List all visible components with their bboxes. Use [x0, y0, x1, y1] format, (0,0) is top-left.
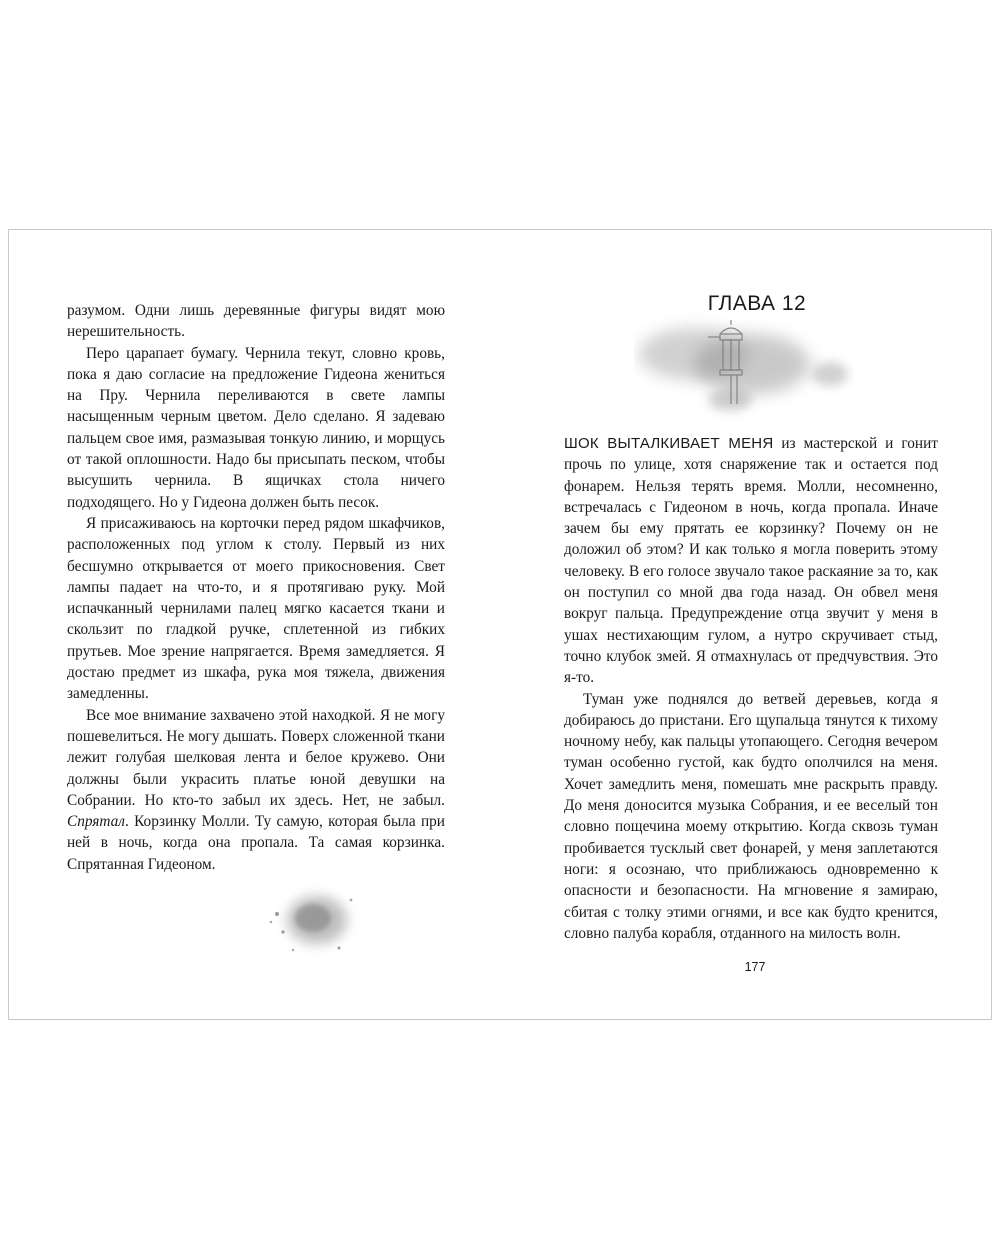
right-page-body — [564, 433, 938, 944]
paragraph-text: из мастерской и гонит прочь по улице, хотя снаряжение так и остается под фонарем. Нельзя терять время. Молли, несомненно, встречалась с Гидеоном в ночь, когда пропала. Иначе зачем бы ему прятать ее корзинку? Почему он не доложил об этом? И как только я могла поверить этому человеку. В его голосе звучало такое раскаяние за то, как он поступил со мной два года назад. Он обвел меня вокруг пальца. Предупреждение отца звучит у меня в ушах нестихающим гулом, а нутро скручивает стыд, точно клубок змей. Я отмахнулась от предчувствия. Это я-то. — [564, 435, 938, 687]
paragraph — [564, 689, 938, 945]
paragraph — [67, 300, 445, 343]
lantern-in-mist-icon — [634, 312, 854, 422]
paragraph — [67, 705, 445, 875]
ink-splash-icon — [255, 870, 375, 970]
book-spread — [8, 229, 992, 1020]
italic-text: Спрятал — [67, 813, 125, 831]
paragraph — [67, 513, 445, 705]
paragraph-text: Все мое внимание захвачено этой находкой. Я не могу пошевелиться. Не могу дышать. Поверх сложенной ткани лежит голубая шелковая лента и белое кружево. Они должны были украсить платье юной девушки на Собрании. Но кто-то забыл их здесь. Нет, не забыл. — [67, 706, 445, 809]
chapter-title: ГЛАВА 12 — [707, 292, 807, 315]
paragraph-text: Туман уже поднялся до ветвей деревьев, когда я добираюсь до пристани. Его щупальца тянутся к тихому ночному небу, как пальцы утопающего. Сегодня вечером туман особенно густой, как будто ополчился на меня. Хочет замедлить меня, помешать мне раскрыть правду. До меня доносится музыка Собрания, и ее веселый тон словно пощечина моему открытию. Когда сквозь туман пробивается тусклый свет фонарей, у меня заплетаются ноги: я осознаю, что приближаюсь одновременно к опасности и безопасности. На мгновение я замираю, сбитая с толку этими огнями, и все как будто кренится, словно палуба корабля, отданного на милость волн. — [564, 690, 938, 942]
left-page-body — [67, 300, 445, 875]
paragraph — [67, 343, 445, 513]
paragraph-text: Перо царапает бумагу. Чернила текут, словно кровь, пока я даю согласие на предложение Гидеона жениться на Пру. Чернила переливаются в свете лампы насыщенным черным цветом. Дело сделано. Я задеваю пальцем свое имя, размазывая тонкую линию, и морщусь от такой оплошности. Надо бы присыпать песком, чтобы высушить чернила. В ящичках стола ничего подходящего. Но у Гидеона должен быть песок. — [67, 344, 445, 511]
paragraph-text: Я присаживаюсь на корточки перед рядом шкафчиков, расположенных под углом к столу. Первый из них бесшумно открывается от моего прикосновения. Свет лампы падает на что-то, и я протягиваю руку. Мой испачканный чернилами палец мягко касается ткани и скользит по гладкой ручке, сплетенной из гибких прутьев. Мое зрение напрягается. Время замедляется. Я достаю предмет из шкафа, рука моя тяжела, движения замедленны. — [67, 514, 445, 703]
paragraph — [564, 433, 938, 689]
chapter-lead-in: ШОК ВЫТАЛКИВАЕТ МЕНЯ — [564, 435, 774, 452]
paragraph-text: разумом. Одни лишь деревянные фигуры видят мою нерешительность. — [67, 302, 445, 341]
right-page — [564, 230, 938, 1019]
page-number: 177 — [744, 960, 766, 974]
paragraph-text: . Корзинку Молли. Ту самую, которая была при ней в ночь, когда она пропала. Та самая корзинка. Спрятанная Гидеоном. — [67, 813, 445, 873]
left-page — [67, 230, 445, 1019]
